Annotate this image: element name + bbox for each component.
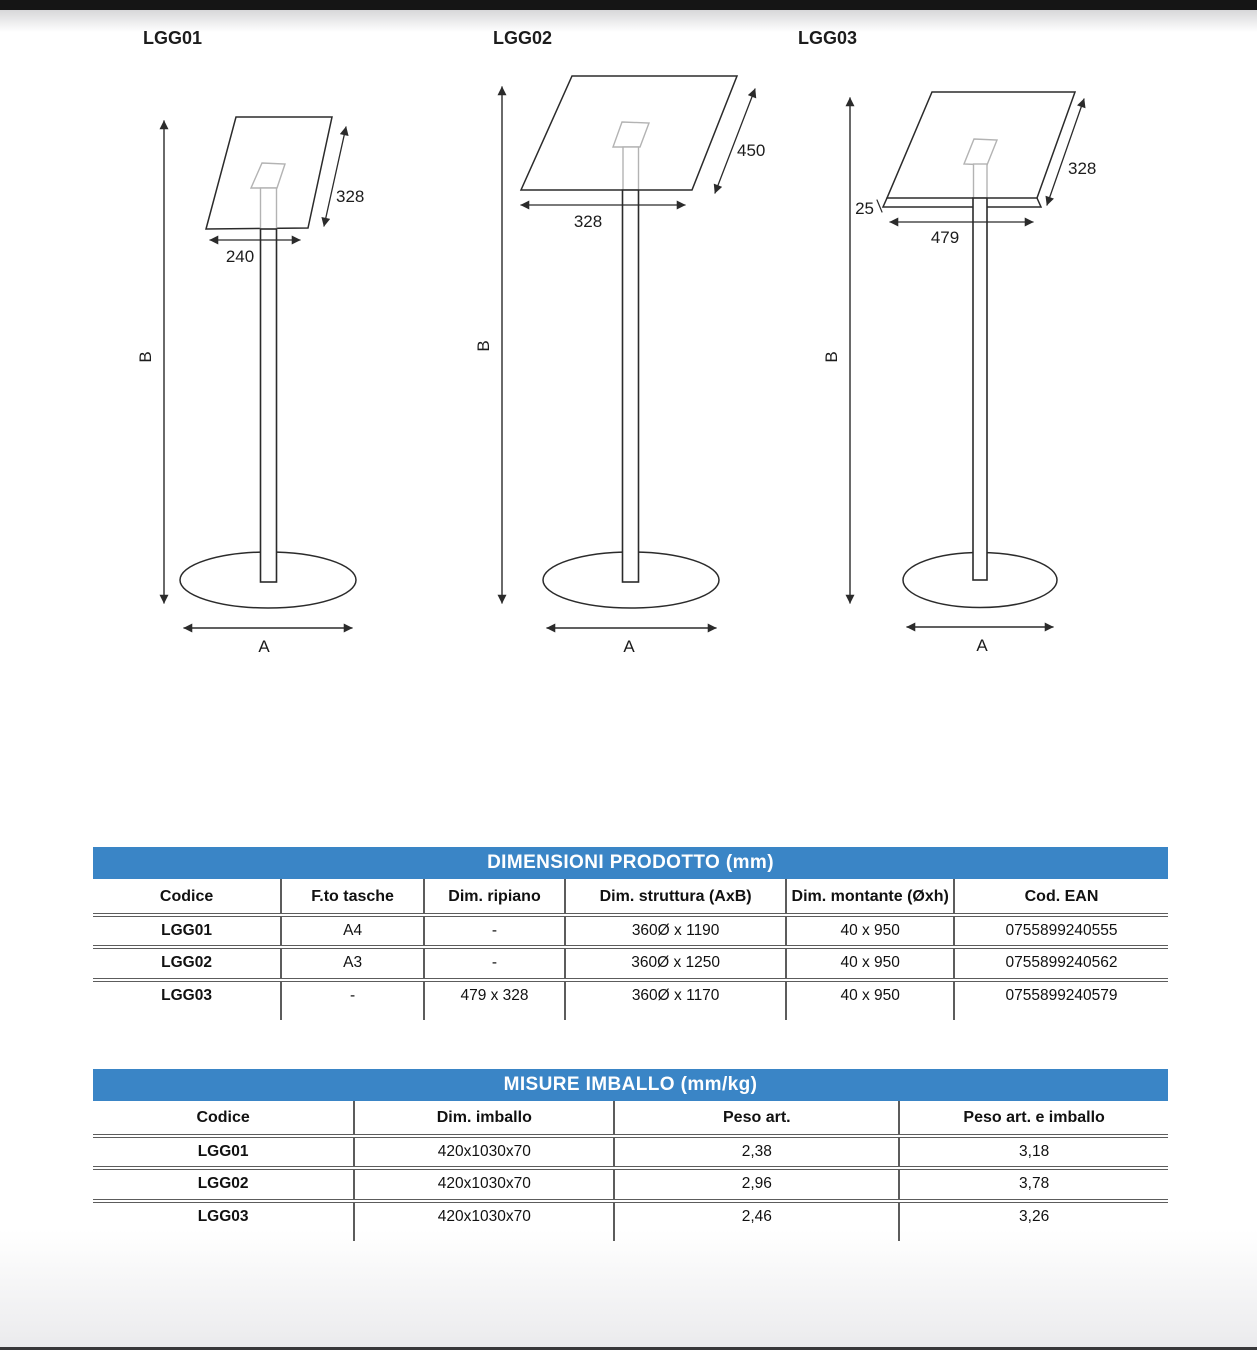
side-dim-label: 328 — [336, 187, 365, 206]
cell: 3,78 — [899, 1168, 1168, 1201]
product-table-title: DIMENSIONI PRODOTTO (mm) — [93, 847, 1168, 879]
side-dim-label: 450 — [737, 141, 766, 160]
base-dim-label: A — [623, 637, 635, 656]
table-header-row — [93, 879, 1168, 915]
cell: 3,18 — [899, 1136, 1168, 1169]
cell: A3 — [281, 947, 424, 980]
table-row — [93, 1136, 1168, 1169]
height-dim-label: B — [474, 340, 493, 352]
product-table — [93, 847, 1168, 1020]
column-header: Dim. ripiano — [424, 879, 565, 915]
panel-lip — [883, 198, 1041, 207]
cell: 40 x 950 — [786, 980, 954, 1021]
cell: 420x1030x70 — [354, 1201, 614, 1242]
column-header: Dim. struttura (AxB) — [565, 879, 786, 915]
pole — [261, 229, 277, 582]
cell-codice: LGG02 — [197, 1175, 249, 1193]
cell: - — [424, 915, 565, 948]
lip-dim-tick — [877, 200, 882, 212]
width-dim-label: 328 — [573, 212, 603, 231]
width-dim-label: 240 — [225, 247, 255, 266]
cell-codice: LGG03 — [161, 986, 212, 1004]
lip-dim-label: 25 — [855, 199, 874, 218]
column-header: Dim. imballo — [354, 1101, 614, 1136]
pole-upper — [974, 164, 988, 198]
pole-upper — [261, 188, 277, 230]
page-bottom-shadow — [0, 1230, 1257, 1347]
diagram-title-lgg03: LGG03 — [798, 28, 858, 48]
cell-codice: LGG01 — [161, 921, 212, 939]
cell: 2,46 — [614, 1201, 899, 1242]
cell: A4 — [281, 915, 424, 948]
cell: 360Ø x 1170 — [565, 980, 786, 1021]
column-header: F.to tasche — [281, 879, 424, 915]
column-header: Peso art. e imballo — [899, 1101, 1168, 1136]
table-row — [93, 980, 1168, 1021]
table-row — [93, 915, 1168, 948]
pole — [973, 198, 987, 580]
cell: 40 x 950 — [786, 915, 954, 948]
table-row — [93, 1201, 1168, 1242]
product-table-grid — [93, 879, 1168, 1020]
pole — [623, 190, 639, 582]
cell: 479 x 328 — [424, 980, 565, 1021]
width-dim-label: 479 — [930, 228, 960, 247]
cell-codice: LGG02 — [161, 954, 212, 972]
packaging-table-title: MISURE IMBALLO (mm/kg) — [93, 1069, 1168, 1101]
table-header-row — [93, 1101, 1168, 1136]
column-header: Peso art. — [614, 1101, 899, 1136]
side-dim-label: 328 — [1068, 159, 1097, 178]
column-header: Codice — [159, 888, 214, 905]
table-row — [93, 947, 1168, 980]
height-dim-label: B — [136, 351, 155, 363]
cell: 3,26 — [899, 1201, 1168, 1242]
cell: 420x1030x70 — [354, 1136, 614, 1169]
cell: 420x1030x70 — [354, 1168, 614, 1201]
diagram-lgg03 — [798, 28, 1096, 655]
cell: 360Ø x 1190 — [565, 915, 786, 948]
cell: - — [424, 947, 565, 980]
base-dim-label: A — [976, 636, 988, 655]
column-header: Dim. montante (Øxh) — [786, 879, 954, 915]
cell: 40 x 950 — [786, 947, 954, 980]
cell: 0755899240579 — [954, 980, 1168, 1021]
cell-codice: LGG03 — [197, 1207, 249, 1225]
packaging-table — [93, 1069, 1168, 1241]
cell-codice: LGG01 — [197, 1142, 249, 1160]
base-dim-label: A — [258, 637, 270, 656]
diagram-lgg02 — [474, 28, 765, 656]
height-dim-label: B — [822, 351, 841, 363]
cell: 360Ø x 1250 — [565, 947, 786, 980]
cell: 2,38 — [614, 1136, 899, 1169]
cell: 2,96 — [614, 1168, 899, 1201]
table-row — [93, 1168, 1168, 1201]
packaging-table-grid — [93, 1101, 1168, 1241]
diagram-lgg01 — [136, 28, 364, 656]
pole-upper — [623, 147, 639, 190]
cell: 0755899240562 — [954, 947, 1168, 980]
cell: 0755899240555 — [954, 915, 1168, 948]
diagram-title-lgg01: LGG01 — [143, 28, 203, 48]
cell: - — [281, 980, 424, 1021]
column-header: Codice — [196, 1109, 250, 1126]
column-header: Cod. EAN — [954, 879, 1168, 915]
diagram-title-lgg02: LGG02 — [493, 28, 553, 48]
